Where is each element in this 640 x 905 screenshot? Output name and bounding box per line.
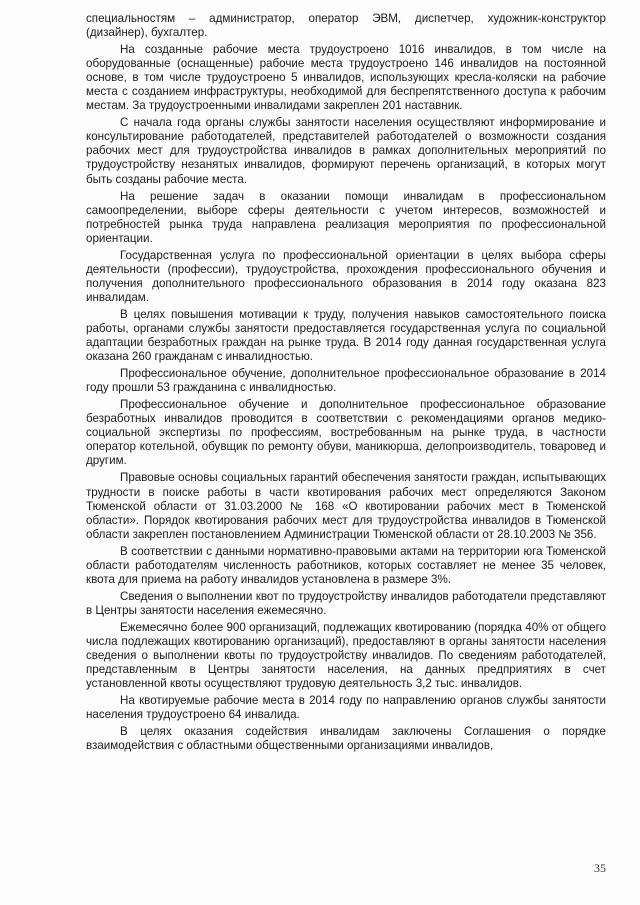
paragraph: В соответствии с данными нормативно-правовыми актами на территории юга Тюменской области работодателям численность работников, которых составляет не менее 35 человек, квота для приема на работу инвалидов установлена в размере 3%. bbox=[86, 544, 606, 586]
paragraph: Сведения о выполнении квот по трудоустройству инвалидов работодатели представляют в Центры занятости населения ежемесячно. bbox=[86, 589, 606, 617]
page-number: 35 bbox=[594, 861, 606, 875]
paragraph: На квотируемые рабочие места в 2014 году по направлению органов службы занятости населения трудоустроено 64 инвалида. bbox=[86, 694, 606, 722]
paragraph: На созданные рабочие места трудоустроено 1016 инвалидов, в том числе на оборудованные (оснащенные) рабочие места трудоустроено 146 инвалидов на постоянной основе, в том числе трудоустроено 5 инвалидов, использующих кресла-коляски на рабочие места с созданием инфраструктуры, необходимой для беспрепятственного доступа к рабочим местам. За трудоустроенными инвалидами закреплен 201 наставник. bbox=[86, 43, 606, 113]
paragraph: Государственная услуга по профессиональной ориентации в целях выбора сферы деятельности (профессии), трудоустройства, прохождения профессионального обучения и получения дополнительного профессионального образования в 2014 году оказана 823 инвалидам. bbox=[86, 248, 606, 304]
paragraph: Профессиональное обучение и дополнительное профессиональное образование безработных инвалидов проводится в соответствии с рекомендациями органов медико-социальной экспертизы по профессиям, востребованным на рынке труда, в частности оператор котельной, обувщик по ремонту обуви, маникюрша, делопроизводитель, товаровед и другим. bbox=[86, 398, 606, 468]
paragraph: Профессиональное обучение, дополнительное профессиональное образование в 2014 году прошли 53 гражданина с инвалидностью. bbox=[86, 367, 606, 395]
paragraph: С начала года органы службы занятости населения осуществляют информирование и консультирование работодателей, представителей работодателей о возможности создания рабочих мест для трудоустройства инвалидов в рамках дополнительных мероприятий по трудоустройству незанятых инвалидов, формируют перечень организаций, в которых могут быть созданы рабочие места. bbox=[86, 116, 606, 186]
paragraph: Правовые основы социальных гарантий обеспечения занятости граждан, испытывающих трудности в поиске работы в части квотирования рабочих мест определяются Законом Тюменской области от 31.03.2000 № 168 «О квотировании рабочих мест в Тюменской области». Порядок квотирования рабочих мест для трудоустройства инвалидов в Тюменской области закреплен постановлением Администрации Тюменской области от 28.10.2003 № 356. bbox=[86, 471, 606, 541]
paragraph: специальностям – администратор, оператор ЭВМ, диспетчер, художник-конструктор (дизайнер), бухгалтер. bbox=[86, 12, 606, 40]
paragraph: В целях повышения мотивации к труду, получения навыков самостоятельного поиска работы, органами службы занятости предоставляется государственная услуга по социальной адаптации безработных граждан на рынке труда. В 2014 году данная государственная услуга оказана 260 гражданам с инвалидностью. bbox=[86, 307, 606, 364]
document-body bbox=[86, 12, 606, 756]
paragraph: На решение задач в оказании помощи инвалидам в профессиональном самоопределении, выборе сферы деятельности с учетом интересов, возможностей и потребностей рынка труда направлена реализация мероприятия по профессиональной ориентации. bbox=[86, 189, 606, 245]
paragraph: Ежемесячно более 900 организаций, подлежащих квотированию (порядка 40% от общего числа подлежащих квотированию организаций), предоставляют в органы занятости населения сведения о выполнении квоты по трудоустройству инвалидов. По сведениям работодателей, представленным в Центры занятости населения, на данных предприятиях в счет установленной квоты осуществляют трудовую деятельность 3,2 тыс. инвалидов. bbox=[86, 620, 606, 691]
paragraph: В целях оказания содействия инвалидам заключены Соглашения о порядке взаимодействия с областными общественными организациями инвалидов, bbox=[86, 725, 606, 753]
